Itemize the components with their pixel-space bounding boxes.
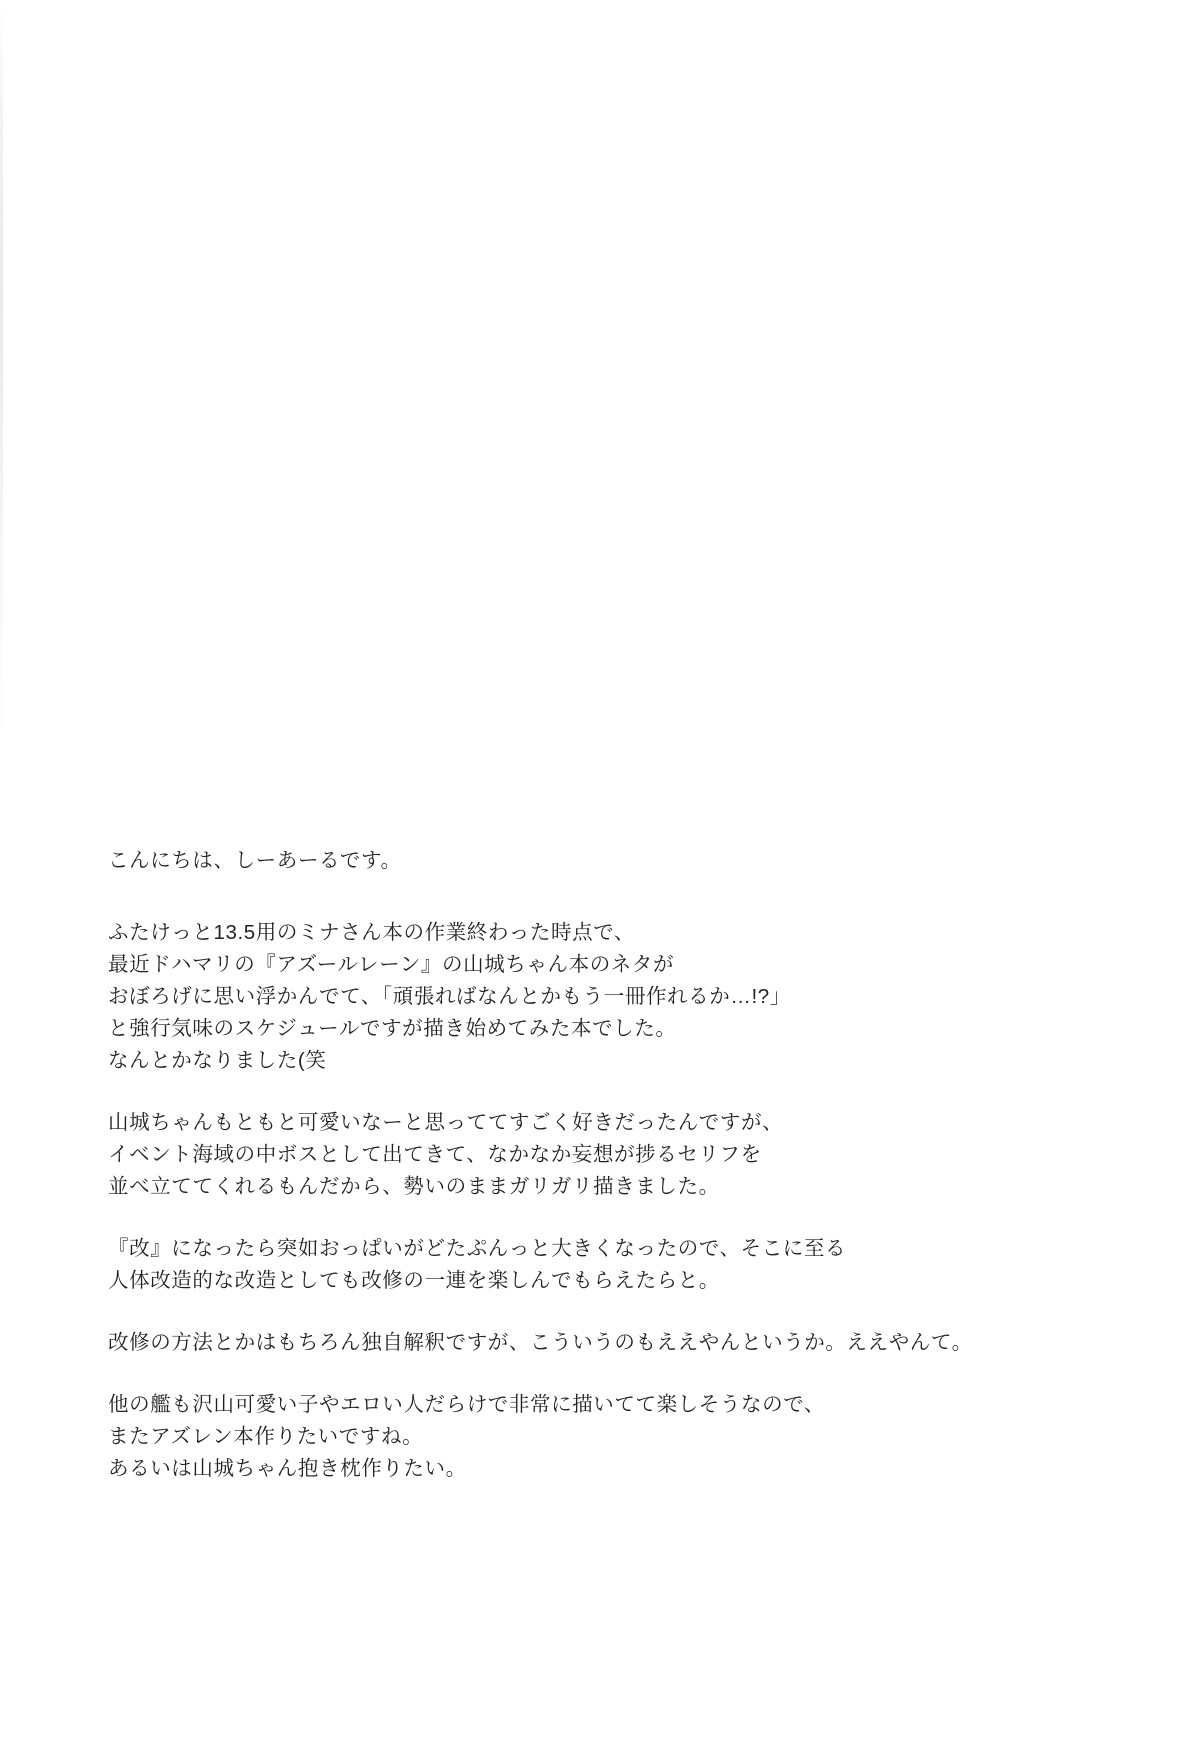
paragraph-production-notes <box>108 917 1108 1077</box>
text-line: 『改』になったら突如おっぱいがどたぷんっと大きくなったので、そこに至る <box>108 1237 847 1260</box>
text-line: 人体改造的な改造としても改修の一連を楽しんでもらえたらと。 <box>108 1269 720 1292</box>
scan-edge-artifact <box>0 0 3 1744</box>
greeting-paragraph <box>108 845 1108 877</box>
afterword-text-block <box>108 845 1108 1485</box>
paragraph-kai-remodel <box>108 1233 1108 1297</box>
text-line: おぼろげに思い浮かんでて、「頑張ればなんとかもう一冊作れるか…!?」 <box>108 985 791 1008</box>
text-line: と強行気味のスケジュールですが描き始めてみた本でした。 <box>108 1017 677 1040</box>
text-line: ふたけっと13.5用のミナさん本の作業終わった時点で、 <box>108 921 635 944</box>
paragraph-future-plans <box>108 1389 1108 1485</box>
text-line: 並べ立ててくれるもんだから、勢いのままガリガリ描きました。 <box>108 1175 720 1198</box>
text-line: またアズレン本作りたいですね。 <box>108 1425 424 1448</box>
text-line: あるいは山城ちゃん抱き枕作りたい。 <box>108 1457 467 1480</box>
paragraph-interpretation <box>108 1327 1108 1359</box>
greeting-line: こんにちは、しーあーるです。 <box>108 849 402 872</box>
text-line: 最近ドハマリの『アズールレーン』の山城ちゃん本のネタが <box>108 953 675 976</box>
text-line: 他の艦も沢山可愛い子やエロい人だらけで非常に描いてて楽しそうなので、 <box>108 1393 825 1416</box>
text-line: なんとかなりました(笑 <box>108 1049 327 1072</box>
text-line: イベント海域の中ボスとして出てきて、なかなか妄想が捗るセリフを <box>108 1143 762 1166</box>
text-line: 改修の方法とかはもちろん独自解釈ですが、こういうのもええやんというか。ええやんて。 <box>108 1331 973 1354</box>
text-line: 山城ちゃんもともと可愛いなーと思っててすごく好きだったんですが、 <box>108 1111 784 1134</box>
paragraph-character-love <box>108 1107 1108 1203</box>
